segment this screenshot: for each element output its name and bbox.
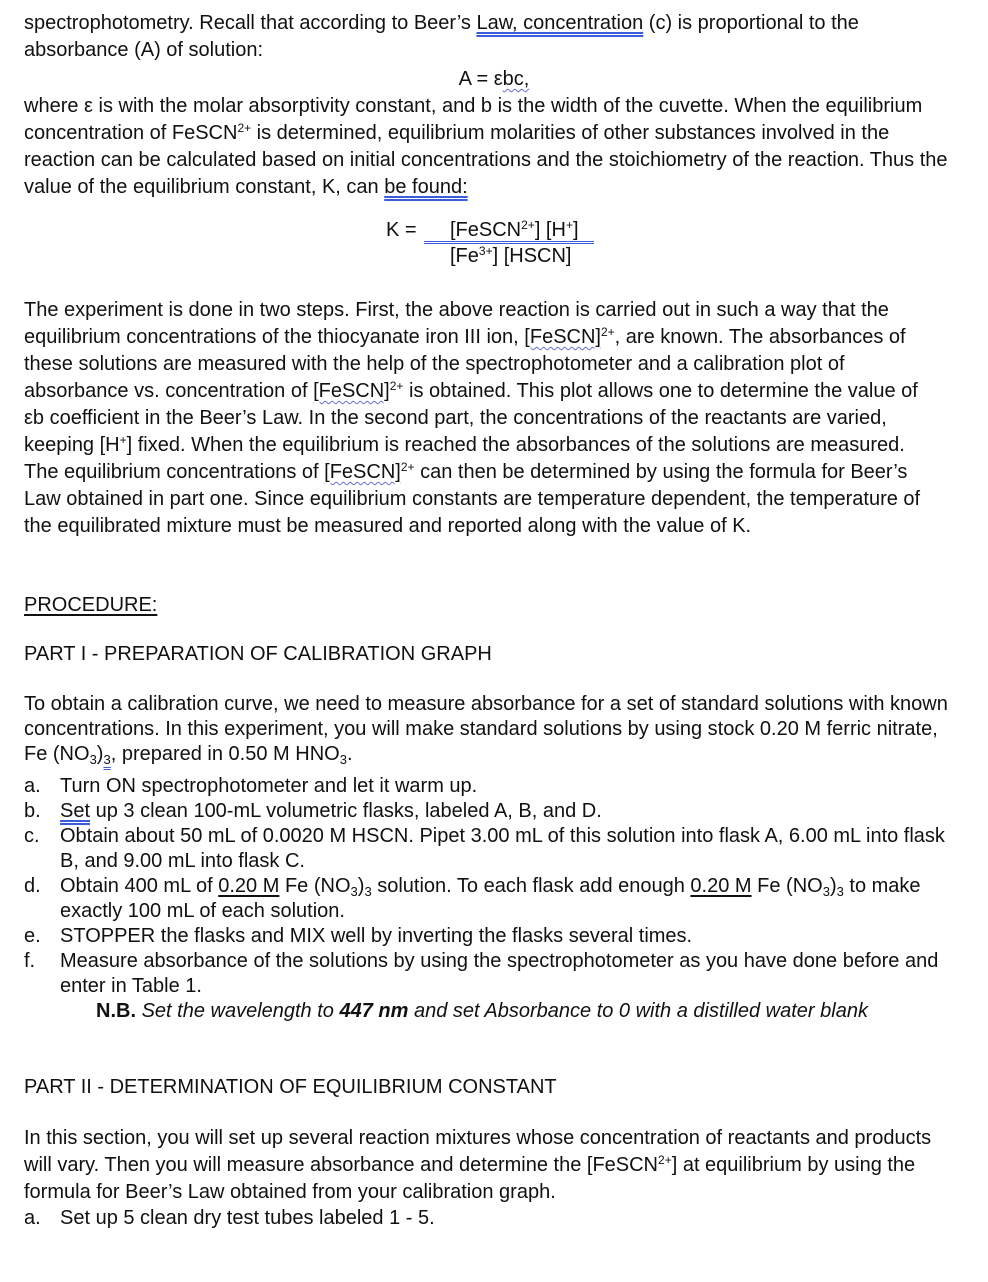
nb-note: N.B. Set the wavelength to 447 nm and set Absorbance to 0 with a distilled water blank [96,1000,868,1022]
equation-numerator: [FeSCN$^{2+}$] [H+] [450,218,579,241]
document-page [24,10,964,1231]
list-item: a. Turn ON spectrophotometer and let it warm up. [24,775,478,797]
part2-steps [24,1206,964,1231]
grammar-underline-law-concentration: Law, concentration [476,12,644,34]
list-item: f. Measure absorbance of the solutions by using the spectrophotometer as you have done before and enter in Table 1. [24,950,939,997]
equation-denominator: $[Fe^{3+}]$ [HSCN] [450,244,572,267]
experiment-paragraph: The experiment is done in two steps. First, the above reaction is carried out in such a way that the equilibrium concentrations of the thiocyanate iron III ion, [FeSCN]$^{2+}$, are known. The absorbances of these solutions are measured with the help of the spectrophotometer and a calibration plot of absorbance vs. concentration of [FeSCN]$^{2+}$ is obtained. This plot allows one to determine the value of εb coefficient in the Beer’s Law. In the second part, the concentrations of the reactants are varied, keeping [H+] fixed. When the equilibrium is reached the absorbances of the solutions are measured. The equilibrium concentrations of [FeSCN]$^{2+}$ can then be determined by using the formula for Beer’s Law obtained in part one. Since equilibrium constants are temperature dependent, the temperature of the equilibrated mixture must be measured and reported along with the value of K. [24,299,921,537]
part2-heading: PART II - DETERMINATION OF EQUILIBRIUM CONSTANT [24,1076,557,1098]
equilibrium-constant-equation: K = [FeSCN$^{2+}$] [H+] $[Fe^{3+}]$ [HSCN] [24,217,964,273]
procedure-heading: PROCEDURE: [24,594,158,616]
part1-intro: To obtain a calibration curve, we need to measure absorbance for a set of standard solutions with known concentrations. In this experiment, you will make standard solutions by using stock 0.20 M ferric nitrate, Fe $(NO_3)_3$, prepared in 0.50 M $HNO_3$. [24,693,948,767]
beers-law-formula: A = εbc, [458,68,530,90]
list-item: e. STOPPER the flasks and MIX well by inverting the flasks several times. [24,925,693,947]
list-item: b. Set up 3 clean 100-mL volumetric flasks, labeled A, B, and D. [24,800,602,822]
part1-heading: PART I - PREPARATION OF CALIBRATION GRAPH [24,643,492,665]
part1-steps [24,774,964,999]
list-item: c. Obtain about 50 mL of 0.0020 M HSCN. Pipet 3.00 mL of this solution into flask A, 6.00 mL into flask B, and 9.00 mL into flask C. [24,825,945,872]
list-item: d. Obtain 400 mL of 0.20 M Fe $(NO_3)_3$ solution. To each flask add enough 0.20 M Fe $(NO_3)_3$ to make exactly 100 mL of each solution. [24,875,921,922]
list-item: a. Set up 5 clean dry test tubes labeled 1 - 5. [24,1207,435,1229]
molar-absorptivity-paragraph: where ε is with the molar absorptivity constant, and b is the width of the cuvette. When the equilibrium concentration of FeSCN$^{2+}$ is determined, equilibrium molarities of other substances involved in the reaction can be calculated based on initial concentrations and the stoichiometry of the reaction. Thus the value of the equilibrium constant, K, can be found: [24,95,948,198]
grammar-underline-be-found: be found: [384,176,468,198]
intro-paragraph: spectrophotometry. Recall that according to Beer’s Law, concentration (c) is proportional to the absorbance (A) of solution: [24,12,859,61]
part2-intro: In this section, you will set up several reaction mixtures whose concentration of reactants and products will vary. Then you will measure absorbance and determine the [FeSCN$^{2+}$] at equilibrium by using the formula for Beer’s Law obtained from your calibration graph. [24,1127,932,1203]
